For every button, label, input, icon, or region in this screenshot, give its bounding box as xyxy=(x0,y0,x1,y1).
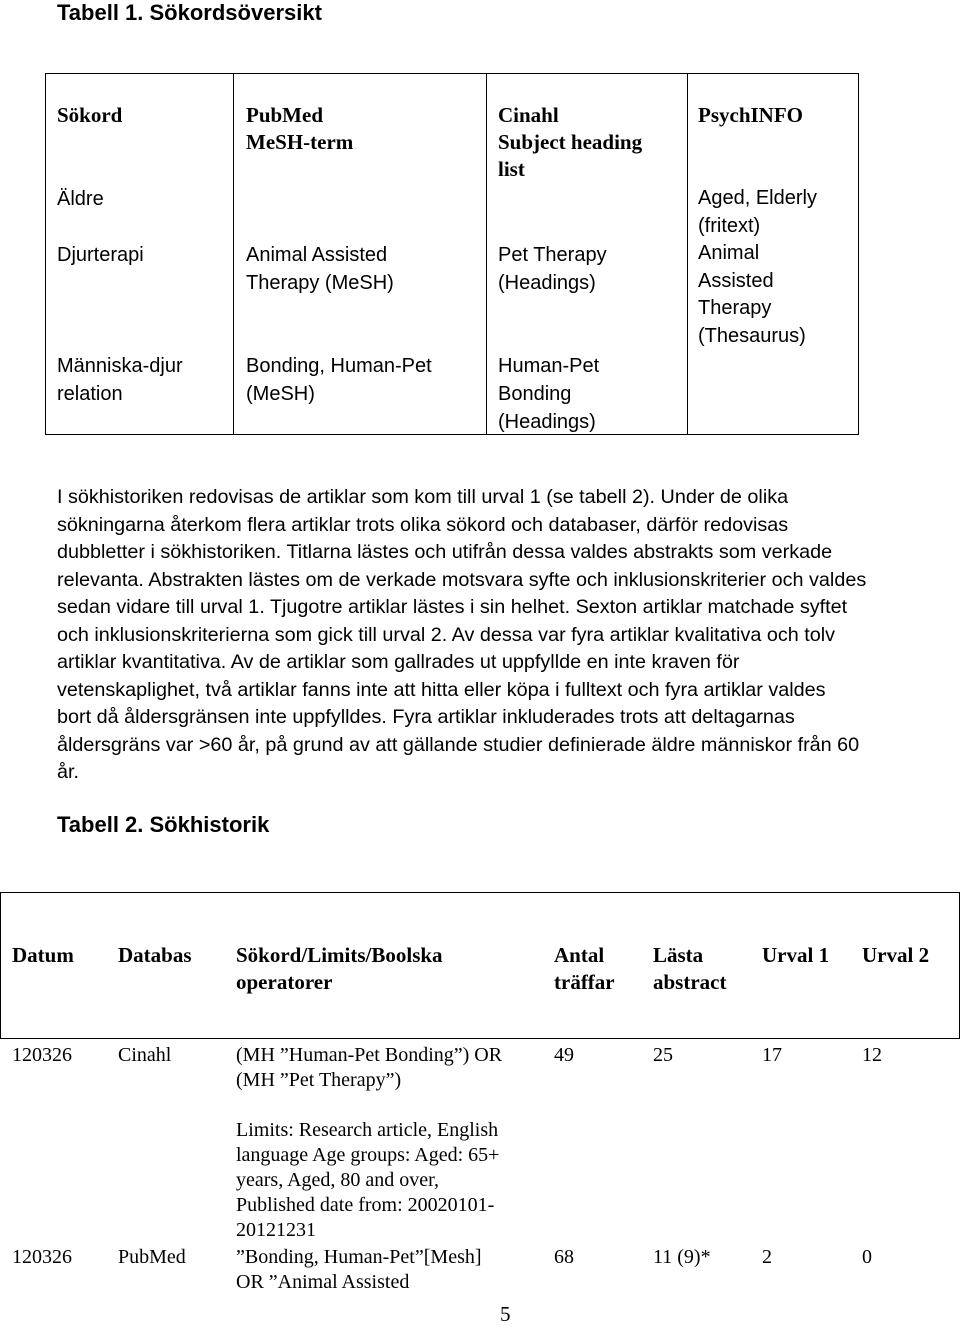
paragraph-line: och inklusionskriterierna som gick till urval 2. Av dessa var fyra artiklar kvalitativa och tolv xyxy=(57,623,835,646)
paragraph-line: åldersgräns var >60 år, på grund av att gällande studier definierade äldre människor från 60 xyxy=(57,733,860,756)
table2-row1-sokord: (MH ”Human-Pet Bonding”) OR (MH ”Pet Therapy”) xyxy=(236,1044,503,1091)
table2-row1-databas: Cinahl xyxy=(118,1044,172,1066)
table2-caption: Tabell 2. Sökhistorik xyxy=(57,812,270,837)
table1-row-djurterapi-sokord: Djurterapi xyxy=(57,244,144,266)
table2-row2-datum: 120326 xyxy=(12,1246,72,1268)
table2-row2-lasta: 11 (9)* xyxy=(653,1246,711,1268)
paragraph-line: år. xyxy=(57,761,79,783)
table2-row1-limits: Limits: Research article, English language Age groups: Aged: 65+ years, Aged, 80 and over, Published date from: 20020101- 20121231 xyxy=(236,1119,500,1241)
table1-caption: Tabell 1. Sökordsöversikt xyxy=(57,0,322,25)
table1-header-cinahl: Cinahl Subject heading list xyxy=(498,103,643,181)
table2-row2-antal: 68 xyxy=(554,1246,574,1268)
table2-row2-urval2: 0 xyxy=(862,1246,872,1268)
table1-header-psychinfo: PsychINFO xyxy=(698,103,803,127)
paragraph-line: artiklar kvantitativa. Av de artiklar som gallrades ut uppfyllde en inte kraven för xyxy=(57,651,740,673)
table2-row2-databas: PubMed xyxy=(118,1246,186,1268)
paragraph-line: bort då åldersgränsen inte uppfylldes. Fyra artiklar inkluderades trots att deltagarnas xyxy=(57,706,795,728)
table1-row-aldre-sokord: Äldre xyxy=(57,188,104,210)
table1-divider xyxy=(687,73,688,434)
table1-row-djurterapi-pubmed: Animal Assisted Therapy (MeSH) xyxy=(246,244,394,294)
table1-header-sokord: Sökord xyxy=(57,103,123,127)
page-number: 5 xyxy=(500,1302,511,1326)
body-paragraph xyxy=(57,484,917,787)
table1-row-manniska-pubmed: Bonding, Human-Pet (MeSH) xyxy=(246,355,432,405)
table2-row1-antal: 49 xyxy=(554,1044,574,1066)
table1-divider xyxy=(486,73,487,434)
table2-header-sokord: Sökord/Limits/Boolska operatorer xyxy=(236,943,443,994)
table2-row1-datum: 120326 xyxy=(12,1044,72,1066)
table2-row1-urval1: 17 xyxy=(762,1044,782,1066)
paragraph-line: sökningarna återkom flera artiklar trots olika sökord och databaser, därför redovisas xyxy=(57,513,789,536)
table2-row2-sokord: ”Bonding, Human-Pet”[Mesh] OR ”Animal Assisted xyxy=(236,1246,482,1293)
table1-row-manniska-sokord: Människa-djur relation xyxy=(57,355,183,405)
table2-header-urval2: Urval 2 xyxy=(862,943,930,967)
paragraph-line: vetenskaplighet, två artiklar fanns inte att hitta eller köpa i fulltext och fyra artiklar valdes xyxy=(57,678,826,701)
table2-row1-lasta: 25 xyxy=(653,1044,673,1066)
table2-header-lasta: Lästa abstract xyxy=(653,943,727,994)
table1-divider xyxy=(233,73,234,434)
paragraph-line: dubbletter i sökhistoriken. Titlarna lästes och utifrån dessa valdes abstrakts som verkade xyxy=(57,541,833,563)
table2-header-urval1: Urval 1 xyxy=(762,943,830,967)
table1-psychinfo-terms: Aged, Elderly (fritext) Animal Assisted Therapy (Thesaurus) xyxy=(698,187,817,347)
table2-row1-urval2: 12 xyxy=(862,1044,882,1066)
paragraph-line: sedan vidare till urval 1. Tjugotre artiklar lästes i sin helhet. Sexton artiklar matchade syftet xyxy=(57,596,848,618)
table1-row-djurterapi-cinahl: Pet Therapy (Headings) xyxy=(498,244,607,294)
table2-header-databas: Databas xyxy=(118,943,192,967)
paragraph-line: relevanta. Abstrakten lästes om de verkade motsvara syfte och inklusionskriterier och valdes xyxy=(57,568,867,591)
table1-header-pubmed: PubMed MeSH-term xyxy=(246,103,354,154)
table2-header-antal: Antal träffar xyxy=(554,943,615,994)
paragraph-line: I sökhistoriken redovisas de artiklar som kom till urval 1 (se tabell 2). Under de olika xyxy=(57,486,789,508)
table1-row-manniska-cinahl: Human-Pet Bonding (Headings) xyxy=(498,355,600,433)
table2-row2-urval1: 2 xyxy=(762,1246,772,1268)
table2-header-datum: Datum xyxy=(12,943,74,967)
